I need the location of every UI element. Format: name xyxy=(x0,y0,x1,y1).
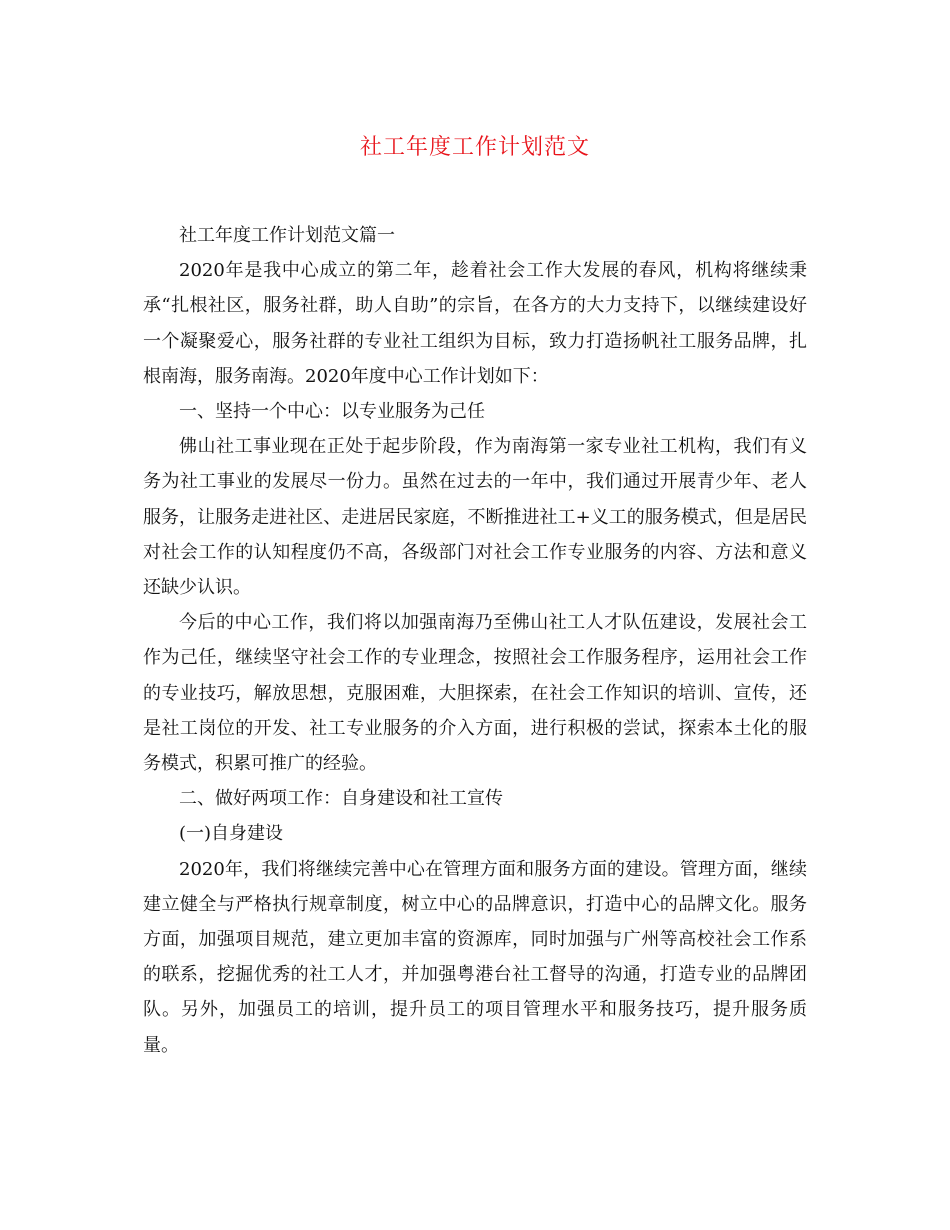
document-title: 社工年度工作计划范文 xyxy=(359,135,590,160)
paragraph-future-work: 今后的中心工作，我们将以加强南海乃至佛山社工人才队伍建设，发展社会工作为己任，继续坚守社会工作的专业理念，按照社会工作服务程序，运用社会工作的专业技巧，解放思想，克服困难，大胆探索，在社会工作知识的培训、宣传，还是社工岗位的开发、社工专业服务的介入方面，进行积极的尝试，探索本土化的服务模式，积累可推广的经验。 xyxy=(143,612,807,775)
section-heading-one-center: 一、坚持一个中心：以专业服务为己任 xyxy=(179,401,485,423)
paragraph-intro: 2020年是我中心成立的第二年，趁着社会工作大发展的春风，机构将继续秉承“扎根社区，服务社群，助人自助”的宗旨，在各方的大力支持下，以继续建设好一个凝聚爱心，服务社群的专业社工组织为目标，致力打造扬帆社工服务品牌，扎根南海，服务南海。2020年度中心工作计划如下： xyxy=(143,260,807,387)
paragraph-self-building: 2020年，我们将继续完善中心在管理方面和服务方面的建设。管理方面，继续建立健全与严格执行规章制度，树立中心的品牌意识，打造中心的品牌文化。服务方面，加强项目规范，建立更加丰富的资源库，同时加强与广州等高校社会工作系的联系，挖掘优秀的社工人才，并加强粤港台社工督导的沟通，打造专业的品牌团队。另外，加强员工的培训，提升员工的项目管理水平和服务技巧，提升服务质量。 xyxy=(143,858,807,1056)
section-heading-two-tasks: 二、做好两项工作：自身建设和社工宣传 xyxy=(179,788,503,810)
document-body xyxy=(143,218,807,1063)
paragraph-current-stage: 佛山社工事业现在正处于起步阶段，作为南海第一家专业社工机构，我们有义务为社工事业的发展尽一份力。虽然在过去的一年中，我们通过开展青少年、老人服务，让服务走进社区、走进居民家庭，不断推进社工+义工的服务模式，但是居民对社会工作的认知程度仍不高，各级部门对社会工作专业服务的内容、方法和意义还缺少认识。 xyxy=(143,436,807,599)
subsection-heading-self-building: (一)自身建设 xyxy=(179,823,284,845)
section-heading-part-one: 社工年度工作计划范文篇一 xyxy=(179,225,395,246)
